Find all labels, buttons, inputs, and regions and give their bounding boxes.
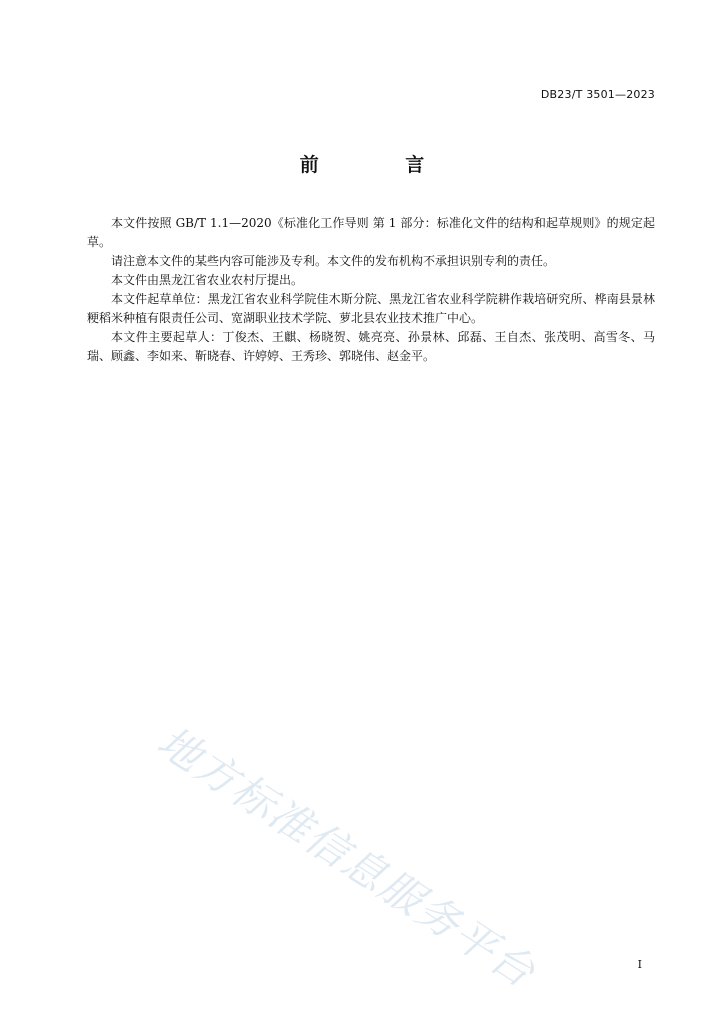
page-title: 前 言 <box>299 154 465 176</box>
paragraph-patent-notice: 请注意本文件的某些内容可能涉及专利。本文件的发布机构不承担识别专利的责任。 <box>111 254 556 268</box>
paragraph-drafting-rules: 本文件按照 GB/T 1.1—2020《标准化工作导则 第 1 部分：标准化文件的结构和起草规则》的规定起草。 <box>87 216 655 249</box>
paragraph-drafting-units: 本文件起草单位：黑龙江省农业科学院佳木斯分院、黑龙江省农业科学院耕作栽培研究所、桦南县景林粳稻米种植有限责任公司、宽湖职业技术学院、萝北县农业技术推广中心。 <box>87 292 655 325</box>
document-code: DB23/T 3501—2023 <box>540 88 655 101</box>
watermark: 地方标准信息服务平台 <box>148 716 545 998</box>
paragraph-drafters: 本文件主要起草人：丁俊杰、王麒、杨晓贺、姚亮亮、孙景林、邱磊、王自杰、张茂明、高雪冬、马瑞、顾鑫、李如来、靳晓春、许婷婷、王秀珍、郭晓伟、赵金平。 <box>87 330 655 363</box>
foreword-body <box>87 214 655 366</box>
page-number: I <box>637 958 642 971</box>
paragraph-proposer: 本文件由黑龙江省农业农村厅提出。 <box>111 273 304 287</box>
